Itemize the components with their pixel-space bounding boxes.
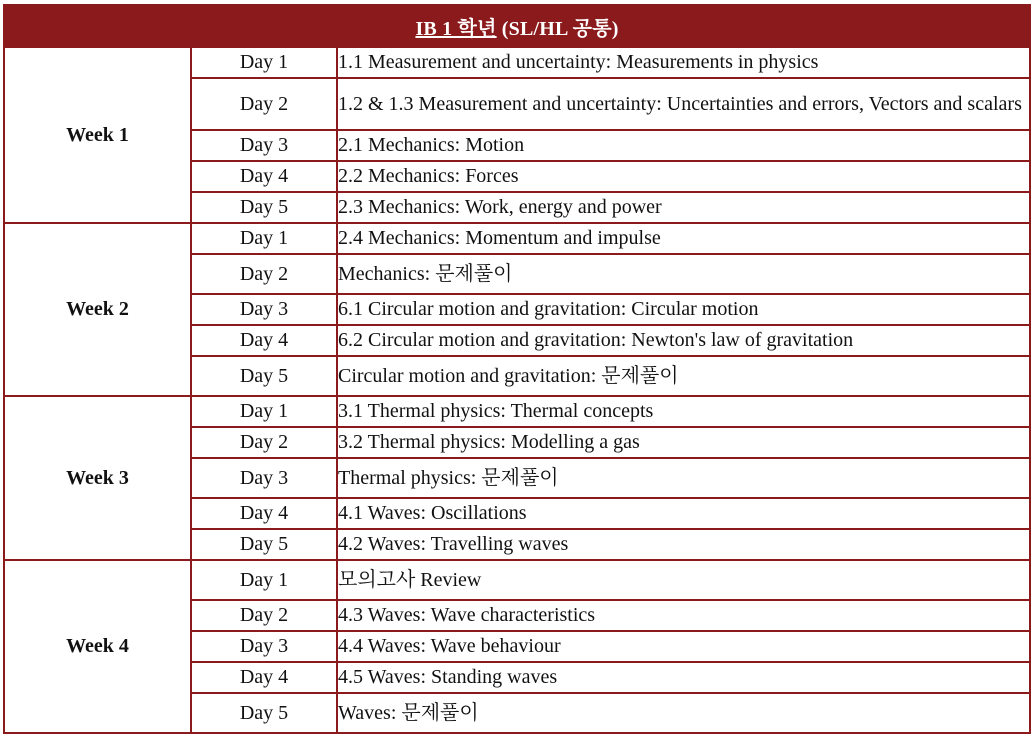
week-label: Week 1	[4, 47, 191, 223]
title-prefix: IB 1 학년	[415, 17, 497, 40]
table-row	[4, 47, 1030, 78]
day-label: Day 3	[191, 294, 337, 325]
topic-cell: Waves: 문제풀이	[337, 693, 1030, 733]
day-label: Day 2	[191, 254, 337, 294]
week-label: Week 3	[4, 396, 191, 560]
day-label: Day 5	[191, 192, 337, 223]
day-label: Day 3	[191, 458, 337, 498]
day-label: Day 4	[191, 161, 337, 192]
topic-cell: Circular motion and gravitation: 문제풀이	[337, 356, 1030, 396]
topic-cell: 4.5 Waves: Standing waves	[337, 662, 1030, 693]
day-label: Day 4	[191, 498, 337, 529]
day-label: Day 4	[191, 325, 337, 356]
topic-cell: Mechanics: 문제풀이	[337, 254, 1030, 294]
topic-cell: 1.2 & 1.3 Measurement and uncertainty: Uncertainties and errors, Vectors and scalars	[337, 78, 1030, 130]
day-label: Day 3	[191, 631, 337, 662]
schedule-wrapper	[3, 4, 1029, 734]
topic-cell: 2.4 Mechanics: Momentum and impulse	[337, 223, 1030, 254]
day-label: Day 1	[191, 223, 337, 254]
day-label: Day 5	[191, 693, 337, 733]
day-label: Day 2	[191, 427, 337, 458]
week-label: Week 2	[4, 223, 191, 396]
table-row	[4, 396, 1030, 427]
topic-cell: Thermal physics: 문제풀이	[337, 458, 1030, 498]
day-label: Day 2	[191, 600, 337, 631]
topic-cell: 1.1 Measurement and uncertainty: Measurements in physics	[337, 47, 1030, 78]
topic-cell: 4.4 Waves: Wave behaviour	[337, 631, 1030, 662]
table-row	[4, 223, 1030, 254]
day-label: Day 5	[191, 529, 337, 560]
week-label: Week 4	[4, 560, 191, 733]
day-label: Day 3	[191, 130, 337, 161]
day-label: Day 5	[191, 356, 337, 396]
day-label: Day 1	[191, 560, 337, 600]
title-suffix: (SL/HL 공통)	[496, 17, 619, 40]
topic-cell: 4.2 Waves: Travelling waves	[337, 529, 1030, 560]
day-label: Day 4	[191, 662, 337, 693]
topic-cell: 2.3 Mechanics: Work, energy and power	[337, 192, 1030, 223]
topic-cell: 모의고사 Review	[337, 560, 1030, 600]
topic-cell: 3.2 Thermal physics: Modelling a gas	[337, 427, 1030, 458]
topic-cell: 6.2 Circular motion and gravitation: Newton's law of gravitation	[337, 325, 1030, 356]
table-title	[4, 5, 1030, 47]
topic-cell: 6.1 Circular motion and gravitation: Circular motion	[337, 294, 1030, 325]
topic-cell: 4.3 Waves: Wave characteristics	[337, 600, 1030, 631]
table-row	[4, 560, 1030, 600]
schedule-table	[3, 4, 1031, 734]
topic-cell: 4.1 Waves: Oscillations	[337, 498, 1030, 529]
topic-cell: 3.1 Thermal physics: Thermal concepts	[337, 396, 1030, 427]
day-label: Day 1	[191, 47, 337, 78]
day-label: Day 1	[191, 396, 337, 427]
day-label: Day 2	[191, 78, 337, 130]
topic-cell: 2.1 Mechanics: Motion	[337, 130, 1030, 161]
topic-cell: 2.2 Mechanics: Forces	[337, 161, 1030, 192]
